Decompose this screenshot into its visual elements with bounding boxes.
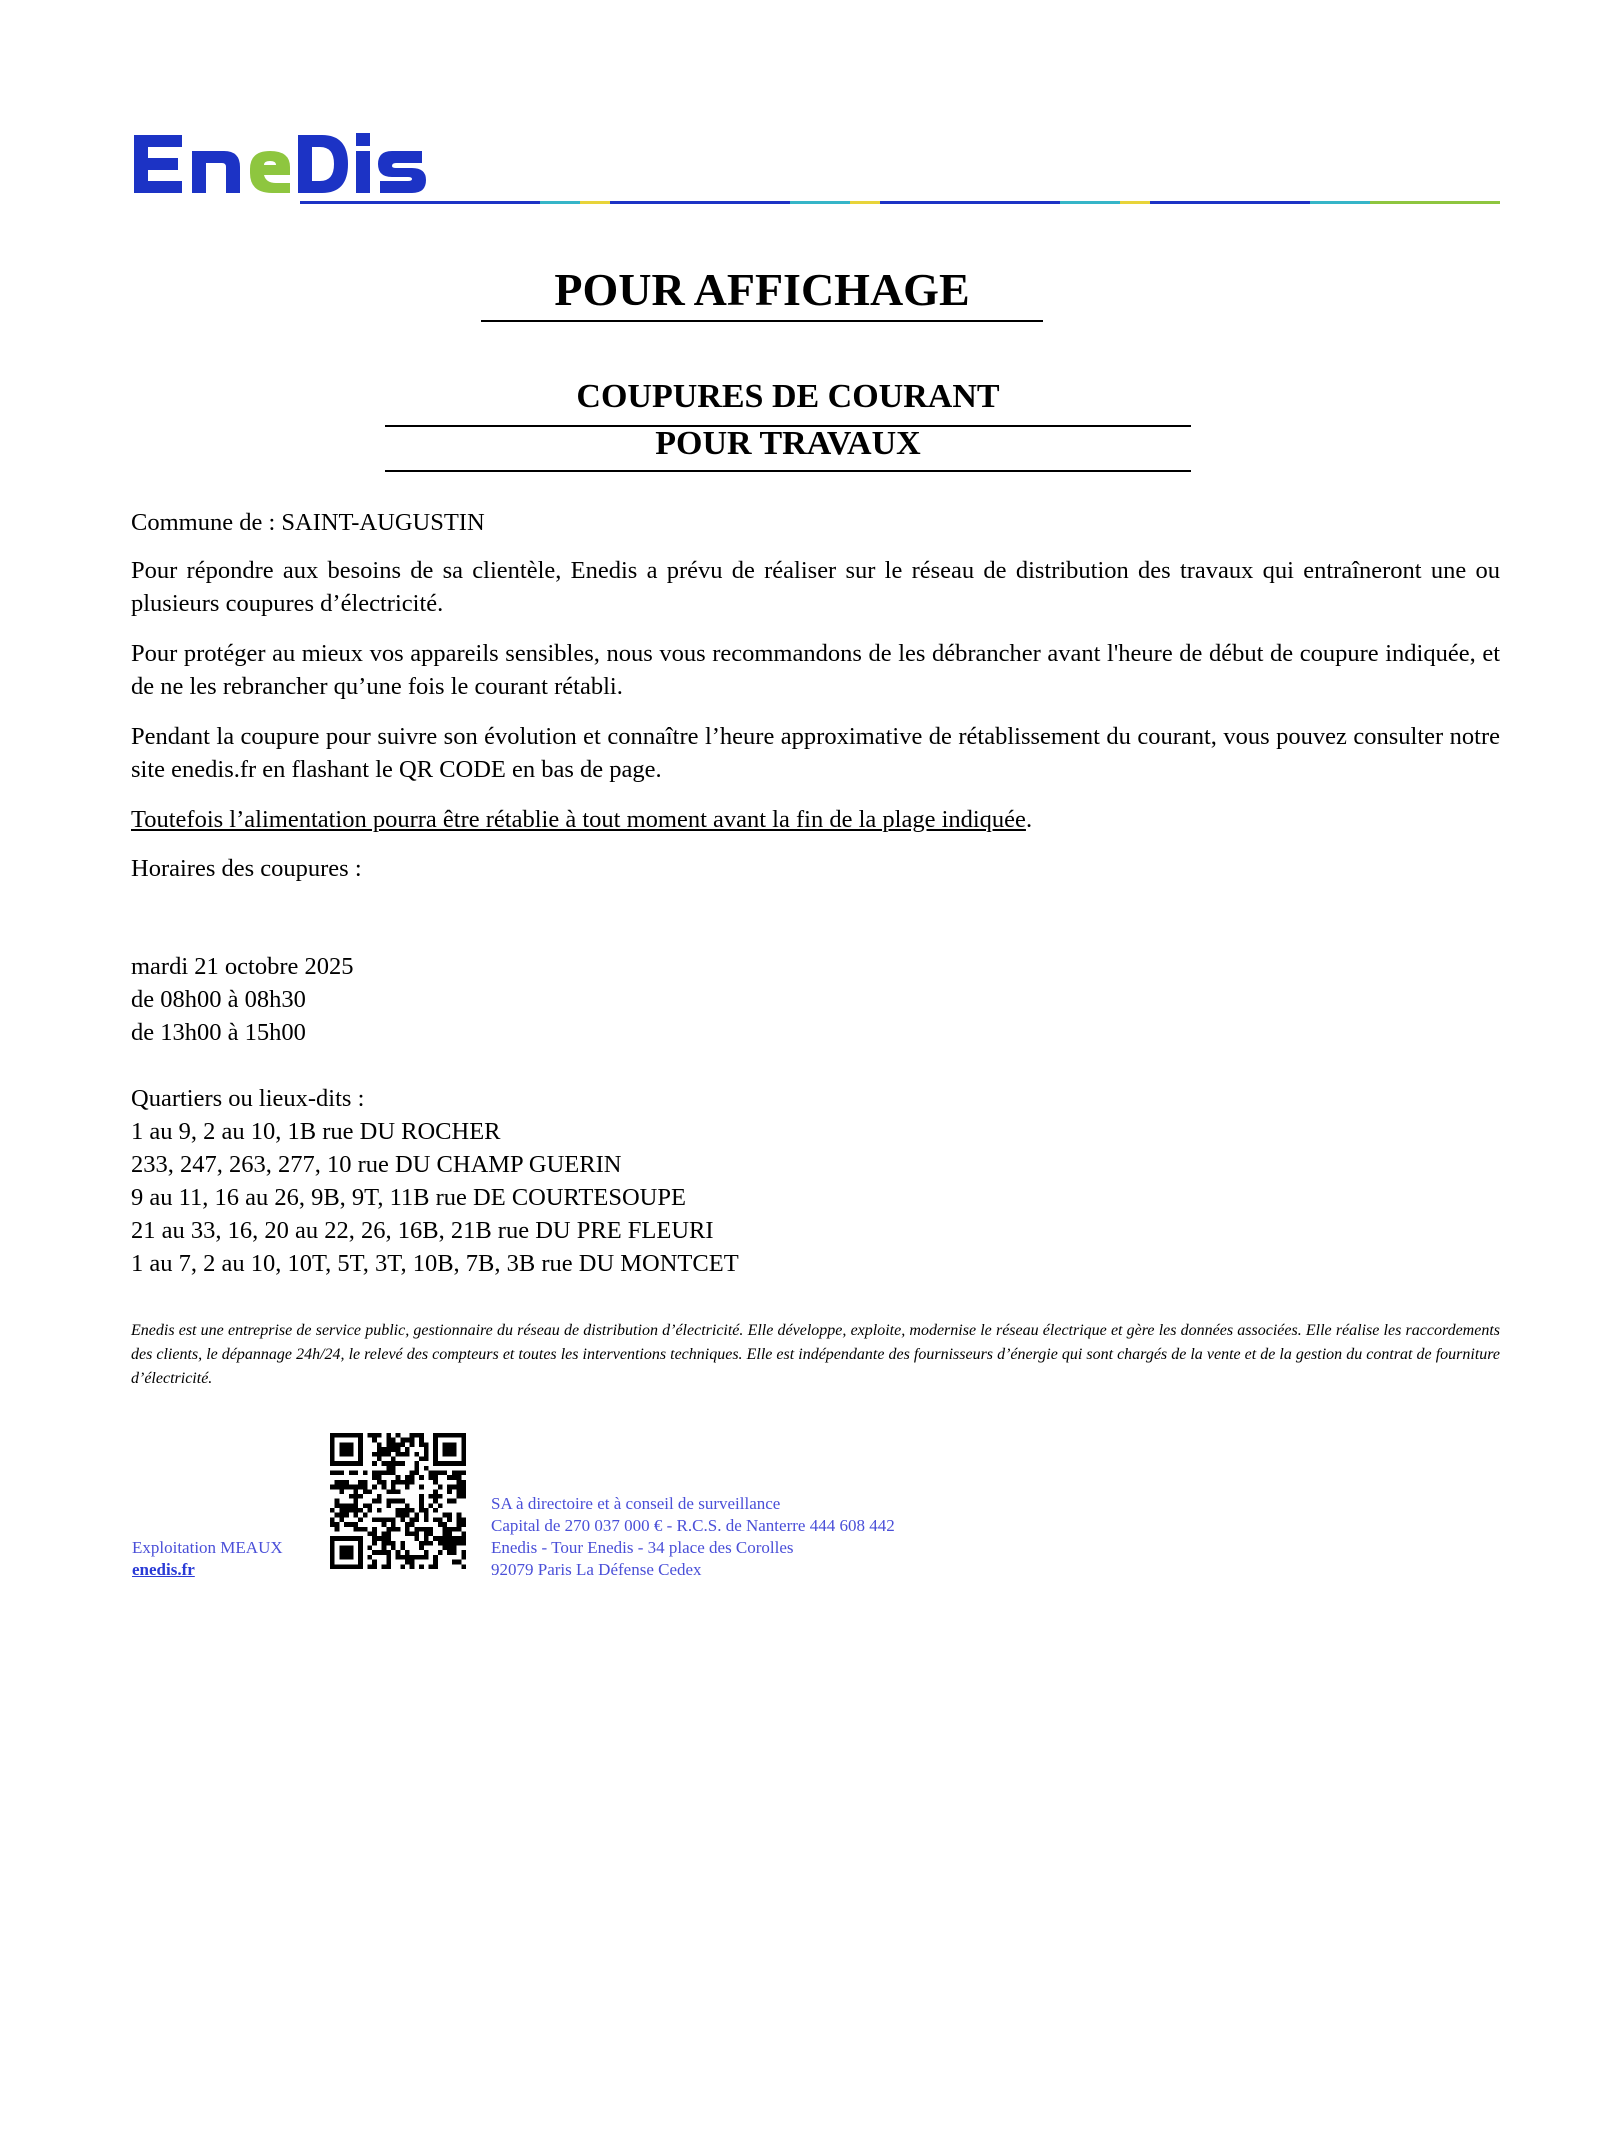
schedule-label: Horaires des coupures : [131, 855, 362, 882]
brand-divider [300, 200, 1500, 205]
company-line: SA à directoire et à conseil de surveillance [491, 1494, 781, 1513]
commune: Commune de : SAINT-AUGUSTIN [131, 509, 485, 536]
location-item: 1 au 7, 2 au 10, 10T, 5T, 3T, 10B, 7B, 3B rue DU MONTCET [131, 1250, 739, 1277]
location-item: 1 au 9, 2 au 10, 1B rue DU ROCHER [131, 1118, 501, 1145]
company-line: 92079 Paris La Défense Cedex [491, 1560, 702, 1579]
warning-note [131, 803, 1500, 836]
footer-exploitation [132, 1537, 283, 1581]
exploitation-label: Exploitation MEAUX [132, 1538, 283, 1557]
subtitle-line-2: POUR TRAVAUX [655, 425, 921, 462]
qr-code-icon[interactable] [330, 1433, 466, 1569]
location-item: 21 au 33, 16, 20 au 22, 26, 16B, 21B rue DU PRE FLEURI [131, 1217, 714, 1244]
warning-text: Toutefois l’alimentation pourra être rétablie à tout moment avant la fin de la plage indiquée [131, 806, 1026, 833]
locations-label: Quartiers ou lieux-dits : [131, 1085, 365, 1112]
outage-slot: de 13h00 à 15h00 [131, 1019, 306, 1046]
outage-date: mardi 21 octobre 2025 [131, 953, 354, 980]
subtitle-rule-bottom [385, 470, 1191, 472]
page-title: POUR AFFICHAGE [554, 264, 970, 315]
location-item: 233, 247, 263, 277, 10 rue DU CHAMP GUERIN [131, 1151, 622, 1178]
paragraph-needs: Pour répondre aux besoins de sa clientèle, Enedis a prévu de réaliser sur le réseau de distribution des travaux qui entraîneront une ou plusieurs coupures d’électricité. [131, 557, 1500, 617]
website-link[interactable]: enedis.fr [132, 1560, 195, 1579]
paragraph-follow: Pendant la coupure pour suivre son évolution et connaître l’heure approximative de rétablissement du courant, vous pouvez consulter notre site enedis.fr en flashant le QR CODE en bas de page. [131, 723, 1500, 783]
company-info [491, 1493, 895, 1581]
legal-notice: Enedis est une entreprise de service public, gestionnaire du réseau de distribution d’électricité. Elle développe, exploite, modernise le réseau électrique et gère les données associées. Elle réalise les raccordements des clients, le dépannage 24h/24, le relevé des compteurs et toutes les interventions techniques. Elle est indépendante des fournisseurs d’énergie qui sont chargés de la vente et de la gestion du contrat de fourniture d’électricité. [131, 1322, 1500, 1387]
company-line: Capital de 270 037 000 € - R.C.S. de Nanterre 444 608 442 [491, 1516, 895, 1535]
outage-slot: de 08h00 à 08h30 [131, 986, 306, 1013]
title-underline [481, 320, 1043, 322]
warning-period: . [1025, 806, 1033, 833]
location-item: 9 au 11, 16 au 26, 9B, 9T, 11B rue DE COURTESOUPE [131, 1184, 686, 1211]
subtitle-line-1: COUPURES DE COURANT [576, 378, 1000, 415]
company-line: Enedis - Tour Enedis - 34 place des Corolles [491, 1538, 794, 1557]
enedis-logo [130, 125, 480, 203]
paragraph-protect: Pour protéger au mieux vos appareils sensibles, nous vous recommandons de les débrancher avant l'heure de début de coupure indiquée, et de ne les rebrancher qu’une fois le courant rétabli. [131, 640, 1500, 700]
